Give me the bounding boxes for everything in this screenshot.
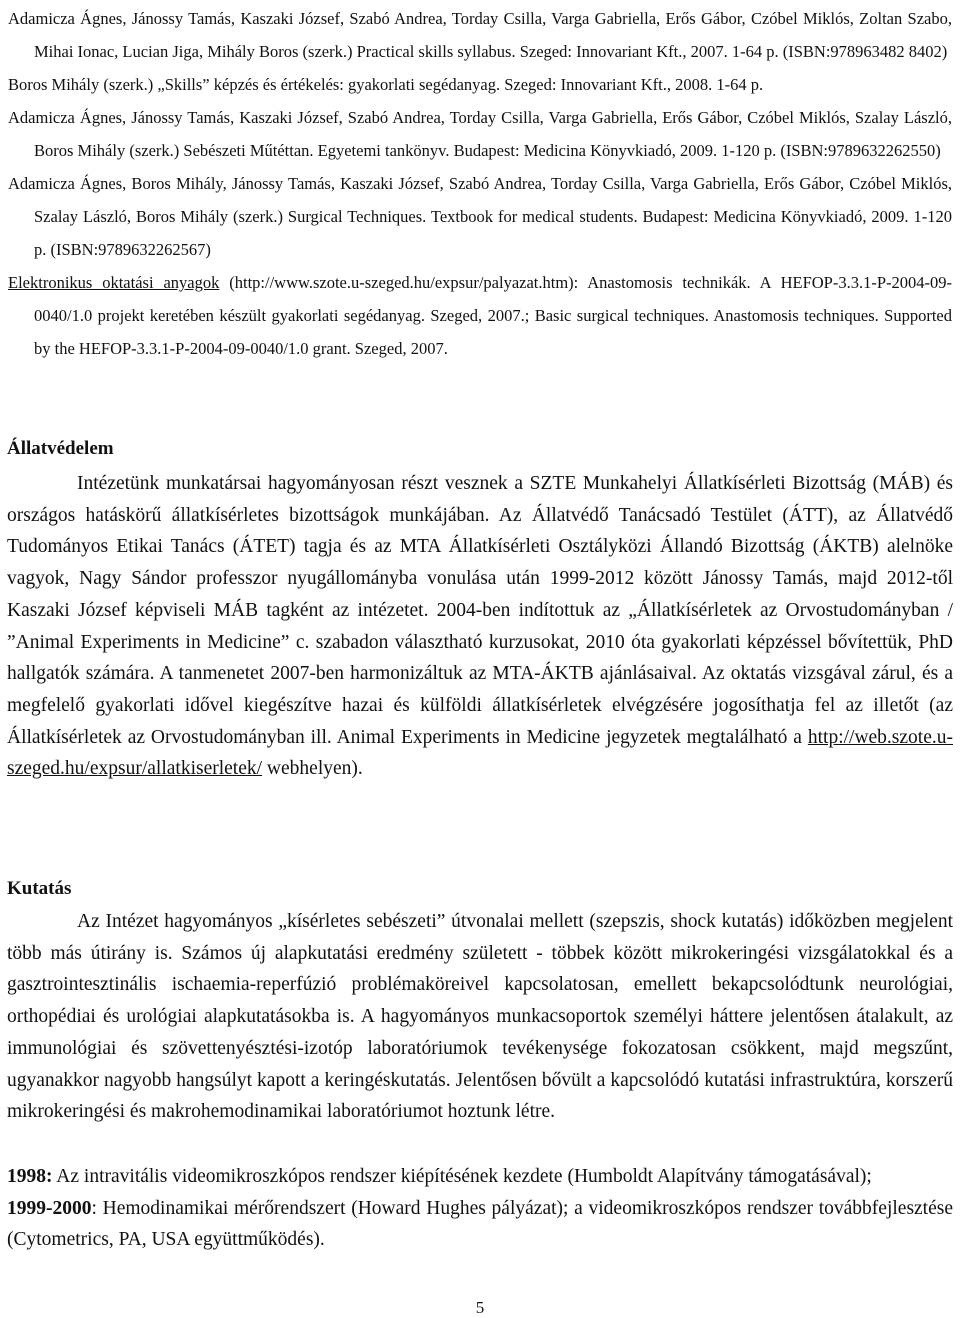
reference-list bbox=[0, 2, 960, 365]
reference-item: Adamicza Ágnes, Jánossy Tamás, Kaszaki József, Szabó Andrea, Torday Csilla, Varga Gabriella, Erős Gábor, Czóbel Miklós, Szalay László, Boros Mihály (szerk.) Sebészeti Műtéttan. Egyetemi tankönyv. Budapest: Medicina Könyvkiadó, 2009. 1-120 p. (ISBN:9789632262550) bbox=[8, 108, 952, 160]
paragraph-text-end: webhelyen). bbox=[262, 758, 363, 780]
reference-item bbox=[0, 266, 960, 365]
reference-item-text: (http://www.szote.u-szeged.hu/expsur/palyazat.htm): Anastomosis technikák. A HEFOP-3.3.1-P-2004-09-0040/1.0 projekt keretében készült gyakorlati segédanyag. Szeged, 2007.; Basic surgical techniques. Anastomosis techniques. Supported by the HEFOP-3.3.1-P-2004-09-0040/1.0 grant. Szeged, 2007. bbox=[34, 273, 952, 358]
timeline-year: 1998: bbox=[7, 1166, 53, 1187]
section-heading-research: Kutatás bbox=[7, 878, 72, 899]
timeline-text: : Hemodinamikai mérőrendszert (Howard Hughes pályázat); a videomikroszkópos rendszer továbbfejlesztése (Cytometrics, PA, USA együttműködés). bbox=[7, 1197, 953, 1251]
electronic-materials-link[interactable]: Elektronikus oktatási anyagok bbox=[8, 273, 220, 292]
section-research bbox=[0, 906, 960, 1128]
section-animal-protection bbox=[0, 468, 960, 785]
reference-item: Boros Mihály (szerk.) „Skills” képzés és értékelés: gyakorlati segédanyag. Szeged: Innovariant Kft., 2008. 1-64 p. bbox=[8, 75, 764, 94]
research-timeline bbox=[0, 1161, 960, 1256]
animal-protection-paragraph bbox=[0, 468, 960, 785]
reference-item: Adamicza Ágnes, Boros Mihály, Jánossy Tamás, Kaszaki József, Szabó Andrea, Torday Csilla, Varga Gabriella, Erős Gábor, Czóbel Miklós, Szalay László, Boros Mihály (szerk.) Surgical Techniques. Textbook for medical students. Budapest: Medicina Könyvkiadó, 2009. 1-120 p. (ISBN:9789632262567) bbox=[8, 174, 952, 259]
timeline-item bbox=[0, 1193, 960, 1256]
research-paragraph: Az Intézet hagyományos „kísérletes sebészeti” útvonalai mellett (szepszis, shock kutatás) időközben megjelent több más útirány is. Számos új alapkutatási eredmény született - többek között mikrokeringési vizsgálatokkal és a gasztrointesztinális ischaemia-reperfúzió problémaköreivel kapcsolatosan, emellett bekapcsolódtunk neurológiai, orthopédiai és urológiai alapkutatásokba is. A hagyományos munkacsoportok személyi háttere jelentősen átalakult, az immunológiai és szövettenyésztési-izotóp laboratóriumok tevékenysége fokozatosan csökkent, majd megszűnt, ugyanakkor nagyobb hangsúlyt kapott a keringéskutatás. Jelentősen bővült a kapcsolódó kutatási infrastruktúra, korszerű mikrokeringési és makrohemodinamikai laboratóriumot hoztunk létre. bbox=[7, 911, 953, 1123]
paragraph-text: Intézetünk munkatársai hagyományosan részt vesznek a SZTE Munkahelyi Állatkísérleti Bizottság (MÁB) és országos hatáskörű állatkísérletes bizottságok munkájában. Az Állatvédő Tanácsadó Testület (ÁTT), az Állatvédő Tudományos Etikai Tanács (ÁTET) tagja és az MTA Állatkísérleti Osztályközi Állandó Bizottság (ÁKTB) alelnöke vagyok, Nagy Sándor professzor nyugállományba vonulása után 1999-2012 között Jánossy Tamás, majd 2012-től Kaszaki József képviseli MÁB tagként az intézetet. 2004-ben indítottuk az „Állatkísérletek az Orvostudományban / ”Animal Experiments in Medicine” c. szabadon választható kurzusokat, 2010 óta gyakorlati képzéssel bővítettük, PhD hallgatók számára. A tanmenetet 2007-ben harmonizáltuk az MTA-ÁKTB ajánlásaival. Az oktatás vizsgával zárul, és a megfelelő gyakorlati idővel kiegészítve hazai és külföldi állatkísérletek elvégzésére jogosíthatja fel az illetőt (az Állatkísérletek az Orvostudományban ill. Animal Experiments in Medicine jegyzetek megtalálható a bbox=[7, 473, 953, 748]
reference-item: Adamicza Ágnes, Jánossy Tamás, Kaszaki József, Szabó Andrea, Torday Csilla, Varga Gabriella, Erős Gábor, Czóbel Miklós, Zoltan Szabo, Mihai Ionac, Lucian Jiga, Mihály Boros (szerk.) Practical skills syllabus. Szeged: Innovariant Kft., 2007. 1-64 p. (ISBN:978963482 8402) bbox=[8, 9, 952, 61]
section-heading-animal-protection: Állatvédelem bbox=[7, 438, 114, 459]
timeline-year: 1999-2000 bbox=[7, 1197, 92, 1219]
animal-experiments-link[interactable]: http://web.szote.u-szeged.hu/expsur/allatkiserletek/ bbox=[7, 726, 953, 780]
timeline-item bbox=[0, 1161, 960, 1193]
timeline-text: Az intravitális videomikroszkópos rendszer kiépítésének kezdete (Humboldt Alapítvány támogatásával); bbox=[52, 1166, 872, 1187]
page-number: 5 bbox=[475, 1298, 485, 1317]
